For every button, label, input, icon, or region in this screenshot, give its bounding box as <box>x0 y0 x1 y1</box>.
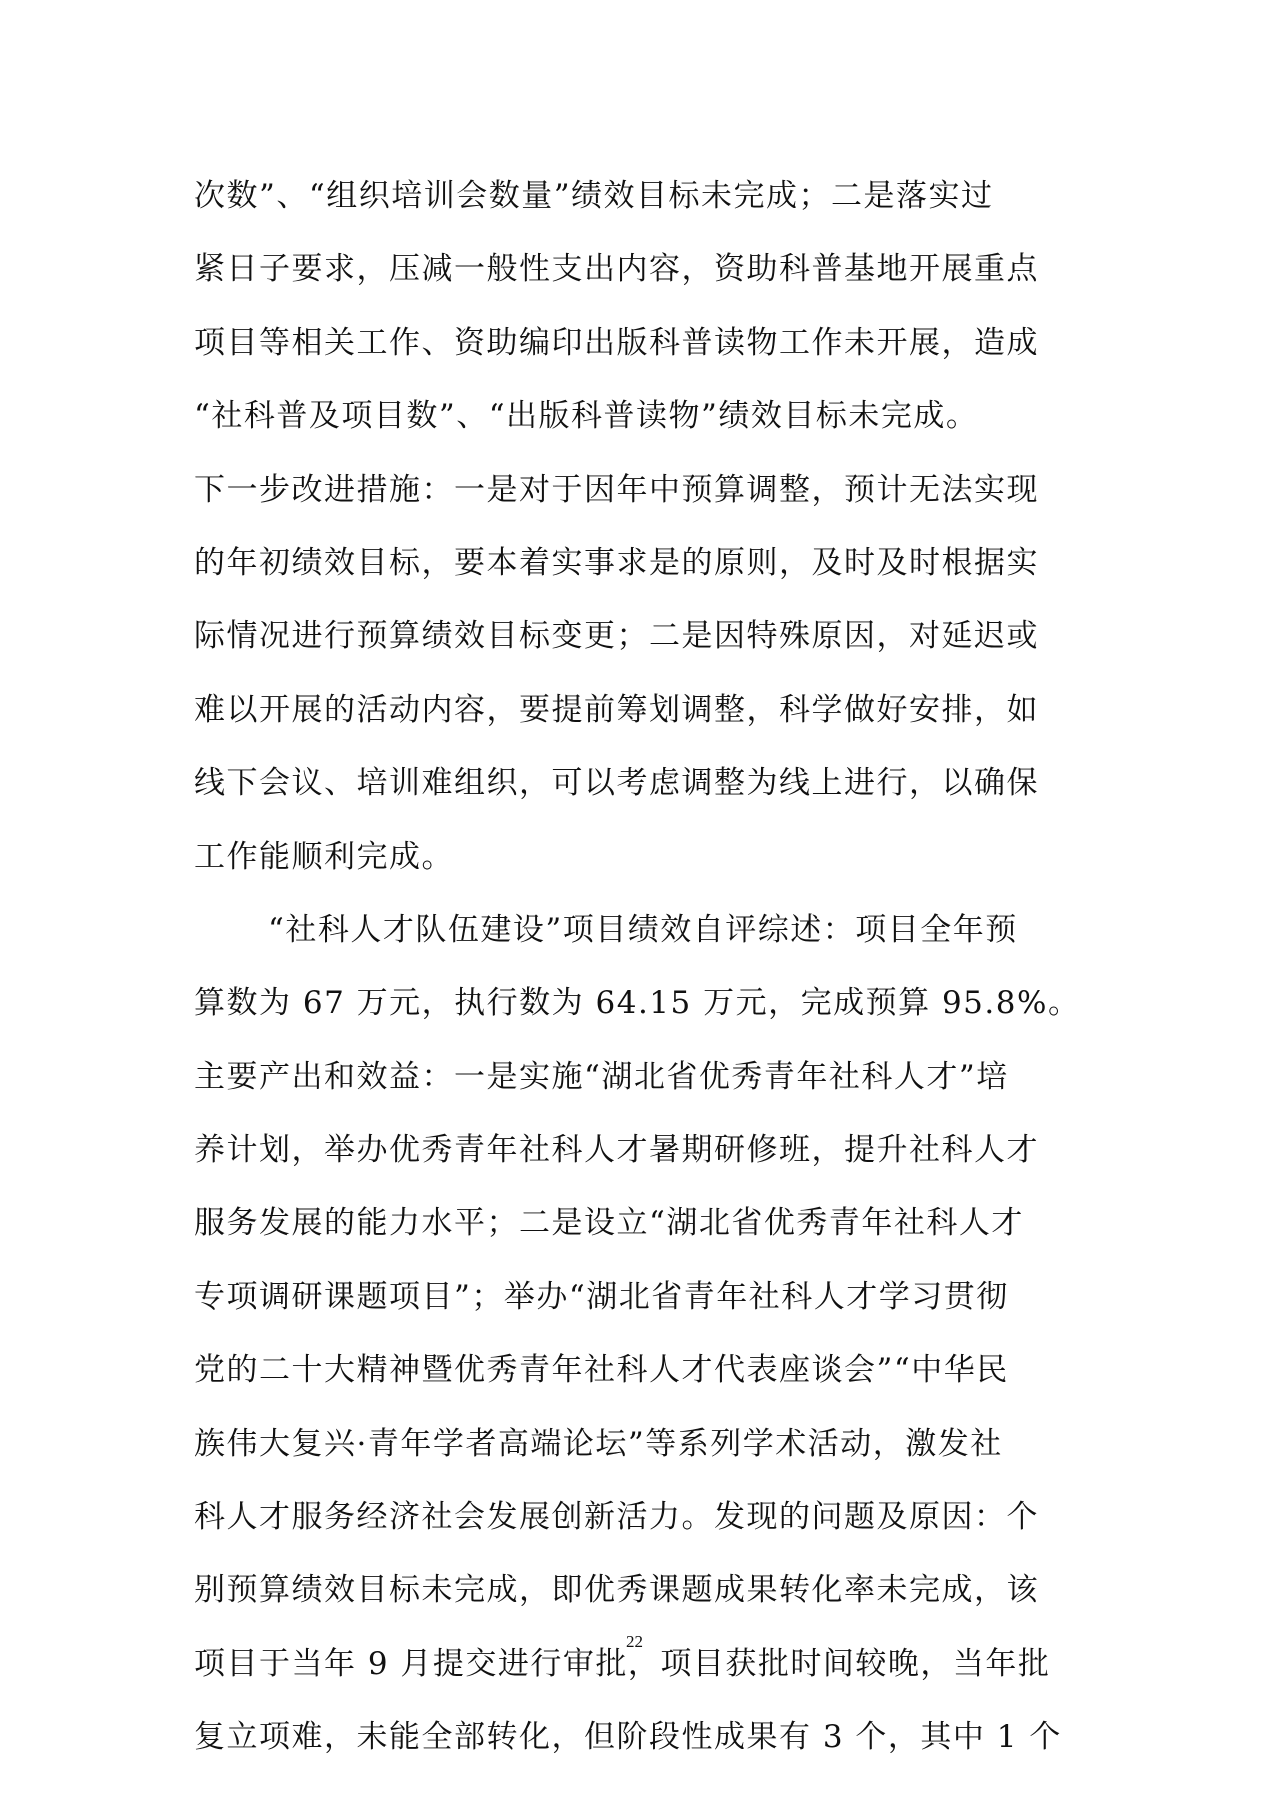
text-line: 的年初绩效目标，要本着实事求是的原则，及时及时根据实 <box>194 544 1039 581</box>
text-line: 下一步改进措施：一是对于因年中预算调整，预计无法实现 <box>194 471 1039 508</box>
text-line: 科人才服务经济社会发展创新活力。发现的问题及原因：个 <box>194 1499 1039 1536</box>
text-line: 次数”、“组织培训会数量”绩效目标未完成；二是落实过 <box>194 178 994 214</box>
text-line: 项目于当年 9 月提交进行审批，项目获批时间较晚，当年批 <box>194 1645 1051 1682</box>
text-line: 专项调研课题项目”；举办“湖北省青年社科人才学习贯彻 <box>194 1278 1009 1315</box>
text-line: 紧日子要求，压减一般性支出内容，资助科普基地开展重点 <box>194 251 1039 288</box>
text-line: 复立项难，未能全部转化，但阶段性成果有 3 个，其中 1 个 <box>194 1719 1062 1756</box>
text-line: 族伟大复兴·青年学者高端论坛”等系列学术活动，激发社 <box>194 1425 1003 1462</box>
text-line: 难以开展的活动内容，要提前筹划调整，科学做好安排，如 <box>194 691 1039 728</box>
text-line: 工作能顺利完成。 <box>194 838 454 875</box>
text-line: 养计划，举办优秀青年社科人才暑期研修班，提升社科人才 <box>194 1132 1039 1169</box>
text-line: 项目等相关工作、资助编印出版科普读物工作未开展，造成 <box>194 324 1039 361</box>
text-line: “社科普及项目数”、“出版科普读物”绩效目标未完成。 <box>194 398 979 435</box>
text-line: 主要产出和效益：一是实施“湖北省优秀青年社科人才”培 <box>194 1058 1009 1095</box>
text-line: 服务发展的能力水平；二是设立“湖北省优秀青年社科人才 <box>194 1205 1024 1242</box>
text-line: 际情况进行预算绩效目标变更；二是因特殊原因，对延迟或 <box>194 618 1039 655</box>
page-number: 22 <box>626 1632 643 1651</box>
text-line: 线下会议、培训难组织，可以考虑调整为线上进行，以确保 <box>194 765 1039 802</box>
body-text <box>194 160 1094 1775</box>
text-line: 别预算绩效目标未完成，即优秀课题成果转化率未完成，该 <box>194 1572 1039 1609</box>
paragraph-start-line: “社科人才队伍建设”项目绩效自评综述：项目全年预 <box>268 911 1018 948</box>
text-line: 党的二十大精神暨优秀青年社科人才代表座谈会”“中华民 <box>194 1352 1009 1389</box>
text-line: 算数为 67 万元，执行数为 64.15 万元，完成预算 95.8%。 <box>194 985 1081 1022</box>
